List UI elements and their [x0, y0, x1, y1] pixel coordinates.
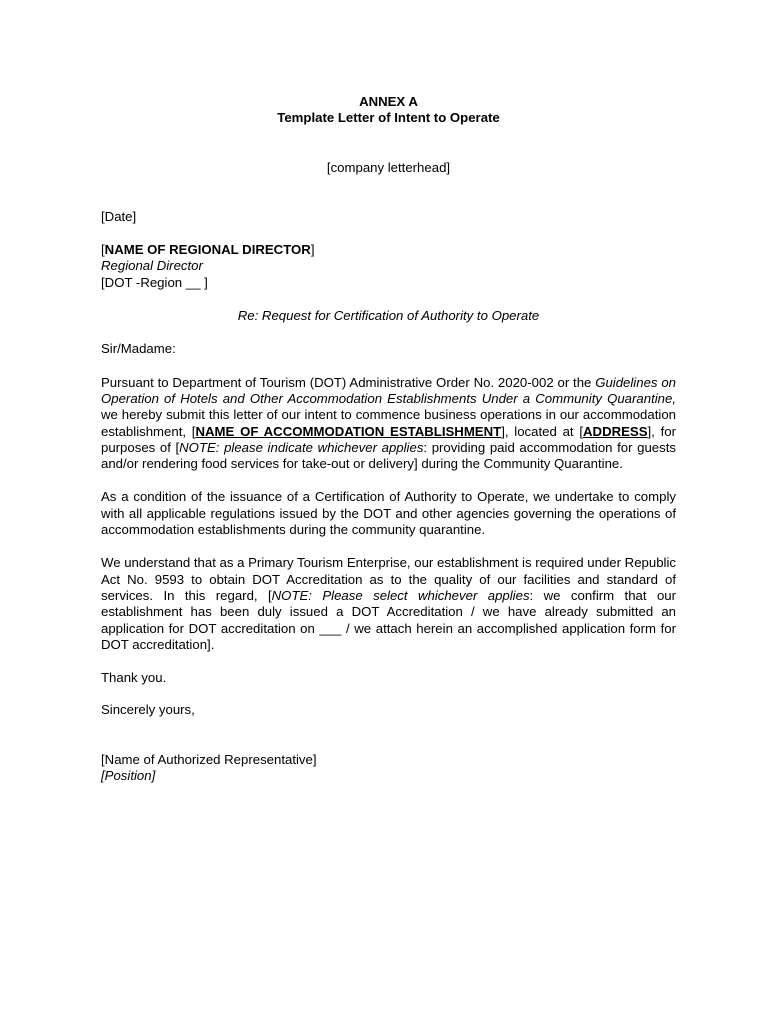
- letter-page: [101, 94, 676, 784]
- paragraph-undertaking: As a condition of the issuance of a Certification of Authority to Operate, we undertake to comply with all applicable regulations issued by the DOT and other agencies governing the operations of accommodation establishments during the community quarantine.: [101, 489, 676, 538]
- para1-text-9: : providing paid accommodation for guests and/or rendering food services for take-out or delivery] during the Community Quarantine.: [101, 439, 676, 472]
- purpose-note: NOTE: please indicate whichever applies: [179, 439, 424, 455]
- para1-text-7: ], for purposes of [: [101, 423, 677, 455]
- representative-position: [Position]: [101, 768, 156, 784]
- addressee-title: Regional Director: [101, 258, 203, 274]
- signature-block: [101, 752, 676, 785]
- document-title: Template Letter of Intent to Operate: [277, 110, 500, 126]
- para3-text-3: : we confirm that our establishment has been duly issued a DOT Accreditation / we have already submitted an application for DOT accreditation on ___ / we attach herein an accomplished application form for DOT accreditation].: [101, 587, 677, 652]
- addressee-office: [DOT -Region __ ]: [101, 274, 208, 290]
- accreditation-note: NOTE: Please select whichever applies: [271, 587, 530, 603]
- para1-text-1: Pursuant to Department of Tourism (DOT) Administrative Order No. 2020-002 or the: [101, 374, 596, 390]
- letterhead-placeholder: [company letterhead]: [326, 159, 451, 175]
- para1-text-5: ], located at [: [501, 423, 584, 439]
- bracket-open: [: [101, 242, 105, 258]
- paragraph-intent: [101, 375, 676, 473]
- date-placeholder: [Date]: [101, 208, 137, 224]
- guidelines-title: Guidelines on Operation of Hotels and Other Accommodation Establishments Under a Community Quarantine,: [101, 374, 676, 406]
- salutation: Sir/Madame:: [101, 341, 176, 357]
- thank-you-line: Thank you.: [101, 670, 167, 686]
- establishment-name-placeholder: NAME OF ACCOMMODATION ESTABLISHMENT: [195, 423, 502, 439]
- representative-name: [Name of Authorized Representative]: [101, 751, 317, 767]
- addressee-block: [101, 242, 676, 291]
- para3-text-1: We understand that as a Primary Tourism Enterprise, our establishment is required under Republic Act No. 9593 to obtain DOT Accreditation as to the quality of our facilities and standard of services. In this regard, [: [101, 555, 676, 603]
- paragraph-accreditation: [101, 555, 676, 653]
- regional-director-name: NAME OF REGIONAL DIRECTOR: [104, 242, 311, 258]
- addressee-name-line: [101, 242, 676, 258]
- subject-line: Re: Request for Certification of Authority to Operate: [237, 308, 540, 324]
- annex-label: ANNEX A: [359, 94, 418, 109]
- bracket-close: ]: [310, 242, 315, 258]
- para1-text-3: we hereby submit this letter of our intent to commence business operations in our accommodation establishment, [: [101, 407, 676, 439]
- address-placeholder: ADDRESS: [583, 423, 648, 439]
- closing-line: Sincerely yours,: [101, 702, 195, 718]
